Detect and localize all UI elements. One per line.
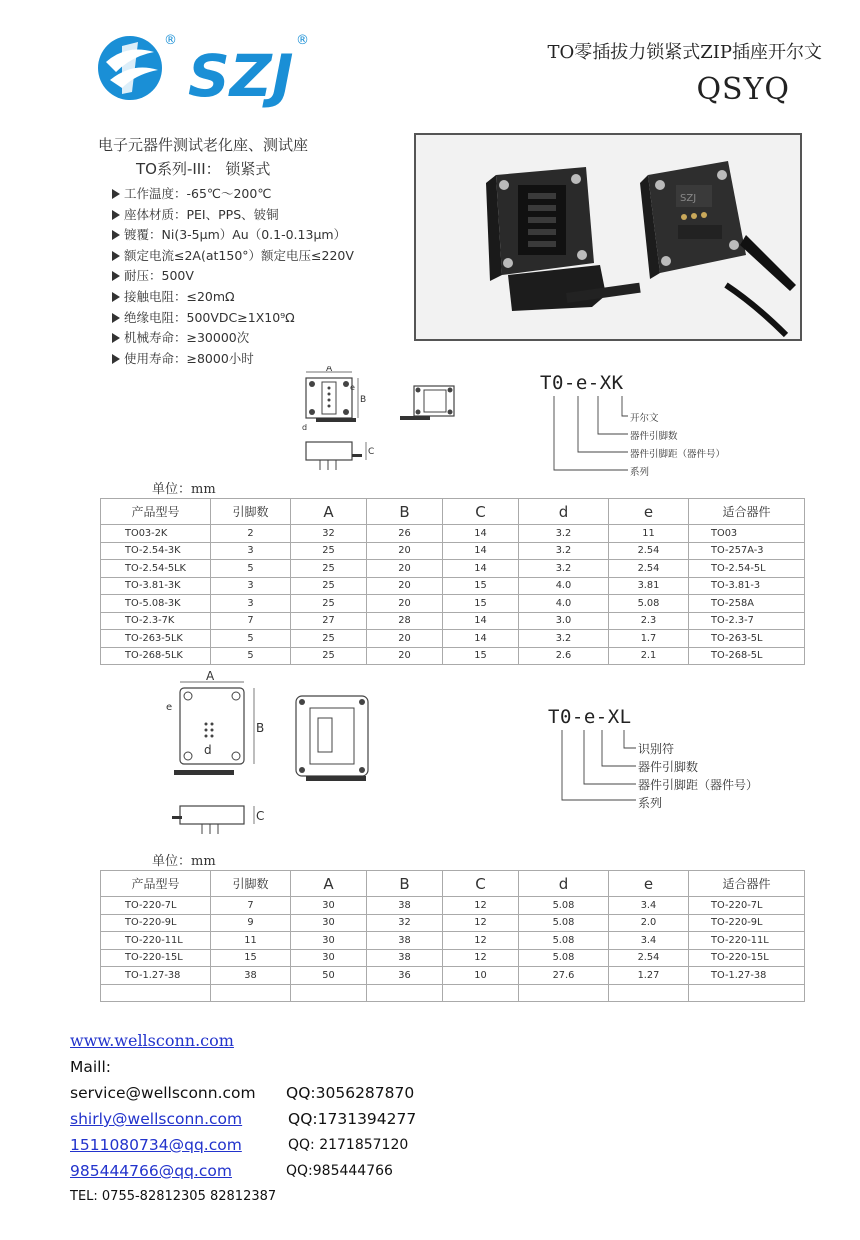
table-cell: 2 [211, 525, 291, 543]
bullet-triangle-icon [112, 354, 120, 364]
table-cell: 3.0 [519, 612, 609, 630]
bullet-triangle-icon [112, 313, 120, 323]
code-label: 系列 [638, 796, 663, 810]
qq-number: QQ: 2171857120 [288, 1137, 409, 1153]
table-cell: 7 [211, 897, 291, 915]
spec-item: 座体材质：PEI、PPS、铍铜 [112, 205, 354, 226]
dimension-diagram-2 [160, 666, 390, 836]
table-cell: 3.4 [609, 897, 689, 915]
col-header: B [367, 871, 443, 897]
contact-row [70, 1080, 415, 1106]
email-link[interactable]: 985444766@qq.com [70, 1162, 232, 1180]
table-cell [609, 984, 689, 1002]
model-code-identifier: T0-e-XL [548, 706, 632, 728]
table-cell: 10 [443, 967, 519, 985]
table-cell: 14 [443, 542, 519, 560]
table-cell: 38 [367, 932, 443, 950]
col-header: 产品型号 [101, 499, 211, 525]
table-cell [101, 984, 211, 1002]
table-cell: 12 [443, 897, 519, 915]
table-cell: 32 [367, 914, 443, 932]
table-cell: 5.08 [519, 949, 609, 967]
contact-block [70, 1028, 417, 1210]
intro-title: 电子元器件测试老化座、测试座 [98, 136, 309, 154]
table-cell: 12 [443, 932, 519, 950]
intro-subtitle: TO系列-III： 锁紧式 [136, 160, 271, 178]
table-cell [291, 984, 367, 1002]
col-header: 产品型号 [101, 871, 211, 897]
spec-item: 机械寿命：≥30000次 [112, 328, 354, 349]
col-header: d [519, 499, 609, 525]
table-cell: 14 [443, 525, 519, 543]
table-cell: 30 [291, 897, 367, 915]
code-label: 器件引脚距（器件号） [630, 449, 726, 460]
mail-label: Maill: [70, 1058, 112, 1076]
table-cell: 15 [443, 577, 519, 595]
table-row [101, 560, 805, 578]
table-row [101, 932, 805, 950]
table-cell: 5 [211, 647, 291, 665]
table-cell: 15 [443, 595, 519, 613]
table-cell: 5.08 [609, 595, 689, 613]
table-cell: 28 [367, 612, 443, 630]
table-cell: 5 [211, 630, 291, 648]
document-title: TO零插拔力锁紧式ZIP插座开尔文 [547, 42, 822, 63]
table-cell: 11 [609, 525, 689, 543]
table-row [101, 525, 805, 543]
table-cell: 2.6 [519, 647, 609, 665]
bullet-triangle-icon [112, 210, 120, 220]
dim-b-label: B [360, 395, 367, 405]
table-cell: TO-1.27-38 [689, 967, 805, 985]
contact-row [70, 1106, 417, 1132]
col-header: C [443, 871, 519, 897]
table-cell: TO-3.81-3K [101, 577, 211, 595]
spec-item: 额定电流≤2A(at150°）额定电压≤220V [112, 246, 354, 267]
dim-c-label: C [368, 447, 375, 457]
table-cell: 12 [443, 949, 519, 967]
table-cell: 20 [367, 595, 443, 613]
col-header: e [609, 499, 689, 525]
table-cell: TO-2.3-7K [101, 612, 211, 630]
table-cell: 3.81 [609, 577, 689, 595]
table-cell: 3.2 [519, 560, 609, 578]
table-cell: TO03-2K [101, 525, 211, 543]
col-header: A [291, 499, 367, 525]
dim-d-label: d [204, 743, 212, 757]
table-cell: TO-258A [689, 595, 805, 613]
table-cell: 3 [211, 595, 291, 613]
table-cell: TO-3.81-3 [689, 577, 805, 595]
table-cell: 27 [291, 612, 367, 630]
website-row [70, 1028, 276, 1054]
table-cell: 25 [291, 560, 367, 578]
table-cell: 2.1 [609, 647, 689, 665]
table-header-row [101, 499, 805, 525]
table-cell: 9 [211, 914, 291, 932]
spec-list [112, 184, 354, 369]
dim-d-label: d [302, 423, 308, 432]
spec-table-1 [100, 498, 805, 665]
website-link[interactable]: www.wellsconn.com [70, 1031, 234, 1050]
table-cell: TO-263-5L [689, 630, 805, 648]
table-cell: 14 [443, 630, 519, 648]
table-row [101, 984, 805, 1002]
code-bracket-lines-2 [556, 730, 642, 804]
col-header: e [609, 871, 689, 897]
table-row [101, 647, 805, 665]
table-cell: TO-5.08-3K [101, 595, 211, 613]
model-code-kelvin: T0-e-XK [540, 372, 624, 394]
email-link[interactable]: shirly@wellsconn.com [70, 1110, 243, 1128]
col-header: 适合器件 [689, 499, 805, 525]
table-cell: 5.08 [519, 914, 609, 932]
table-row [101, 630, 805, 648]
table-cell: TO-220-7L [689, 897, 805, 915]
code-label: 识别符 [638, 742, 675, 756]
table-cell: 20 [367, 542, 443, 560]
bullet-triangle-icon [112, 333, 120, 343]
table-cell: TO-1.27-38 [101, 967, 211, 985]
table-cell: 2.54 [609, 949, 689, 967]
table-row [101, 914, 805, 932]
table-cell: 25 [291, 647, 367, 665]
table-cell [211, 984, 291, 1002]
table-cell: 27.6 [519, 967, 609, 985]
document-code: QSYQ [696, 72, 790, 107]
table-cell: 3 [211, 542, 291, 560]
table-cell [443, 984, 519, 1002]
registered-mark-1: ® [164, 33, 177, 48]
table-cell: 30 [291, 932, 367, 950]
table-row [101, 577, 805, 595]
code-bracket-lines-1 [548, 396, 628, 476]
table-cell: 30 [291, 949, 367, 967]
qq-number: QQ:985444766 [286, 1163, 393, 1179]
table-cell: 3.2 [519, 630, 609, 648]
spec-item: 使用寿命：≥8000小时 [112, 349, 354, 370]
table-cell: 4.0 [519, 577, 609, 595]
code-label: 器件引脚数 [638, 760, 699, 774]
table-cell: 1.27 [609, 967, 689, 985]
bullet-triangle-icon [112, 230, 120, 240]
table-cell: TO-220-15L [101, 949, 211, 967]
logo-wordmark: SZJ [188, 42, 294, 110]
table-cell: TO-263-5LK [101, 630, 211, 648]
table-row [101, 595, 805, 613]
company-logo [92, 22, 322, 112]
contact-row [70, 1132, 409, 1158]
table-cell: 26 [367, 525, 443, 543]
email-text: service@wellsconn.com [70, 1084, 256, 1102]
table-cell: TO-257A-3 [689, 542, 805, 560]
bullet-triangle-icon [112, 292, 120, 302]
socket-mark-text: SZJ [680, 193, 697, 204]
spec-item: 工作温度：-65℃～200℃ [112, 184, 354, 205]
table-cell: 38 [211, 967, 291, 985]
table-cell: 4.0 [519, 595, 609, 613]
table-cell [519, 984, 609, 1002]
table-cell: 14 [443, 560, 519, 578]
table-cell [367, 984, 443, 1002]
code-label: 器件引脚数 [630, 431, 678, 442]
table-cell: 12 [443, 914, 519, 932]
table-cell: 7 [211, 612, 291, 630]
qq-number: QQ:1731394277 [288, 1110, 417, 1128]
table-cell: 50 [291, 967, 367, 985]
table-cell: TO-220-11L [689, 932, 805, 950]
unit-label-1: 单位：mm [152, 482, 216, 497]
table-cell: 1.7 [609, 630, 689, 648]
code-label: 开尔文 [630, 413, 659, 424]
dim-e-label: e [350, 383, 355, 392]
unit-label-2: 单位：mm [152, 854, 216, 869]
table-cell: TO-2.54-3K [101, 542, 211, 560]
bullet-triangle-icon [112, 271, 120, 281]
spec-item: 接触电阻：≤20mΩ [112, 287, 354, 308]
table-cell: 25 [291, 542, 367, 560]
table-cell: TO-2.54-5LK [101, 560, 211, 578]
spec-item: 耐压：500V [112, 266, 354, 287]
table-cell: 15 [211, 949, 291, 967]
table-cell: 36 [367, 967, 443, 985]
table-cell: 20 [367, 577, 443, 595]
table-cell: 38 [367, 949, 443, 967]
table-cell: 32 [291, 525, 367, 543]
telephone: TEL: 0755-82812305 82812387 [70, 1189, 277, 1204]
dim-e-label: e [166, 702, 173, 713]
table-row [101, 897, 805, 915]
table-cell: TO03 [689, 525, 805, 543]
contact-row [70, 1158, 393, 1184]
table-cell: 38 [367, 897, 443, 915]
table-cell: 2.54 [609, 542, 689, 560]
table-cell: 3.4 [609, 932, 689, 950]
table-cell: 30 [291, 914, 367, 932]
table-row [101, 949, 805, 967]
col-header: 引脚数 [211, 871, 291, 897]
col-header: C [443, 499, 519, 525]
table-cell: 14 [443, 612, 519, 630]
code-label: 器件引脚距（器件号） [638, 778, 759, 792]
table-cell: TO-220-15L [689, 949, 805, 967]
col-header: 适合器件 [689, 871, 805, 897]
registered-mark-2: ® [296, 33, 309, 48]
table-row [101, 542, 805, 560]
table-cell: TO-220-7L [101, 897, 211, 915]
bullet-triangle-icon [112, 251, 120, 261]
table-cell: 2.54 [609, 560, 689, 578]
table-row [101, 612, 805, 630]
table-cell: 25 [291, 577, 367, 595]
table-row [101, 967, 805, 985]
dim-a-label: A [206, 669, 215, 683]
col-header: d [519, 871, 609, 897]
table-cell: TO-220-9L [101, 914, 211, 932]
table-cell: TO-2.3-7 [689, 612, 805, 630]
table-cell: 20 [367, 647, 443, 665]
product-photo [414, 133, 802, 341]
spec-table-2 [100, 870, 805, 1002]
table-cell: 20 [367, 560, 443, 578]
table-cell: TO-220-9L [689, 914, 805, 932]
table-cell: 11 [211, 932, 291, 950]
col-header: 引脚数 [211, 499, 291, 525]
table-cell: 15 [443, 647, 519, 665]
table-cell: 25 [291, 630, 367, 648]
dim-a-label: A [326, 366, 333, 374]
table-cell: TO-268-5LK [101, 647, 211, 665]
table-cell: TO-268-5L [689, 647, 805, 665]
qq-number: QQ:3056287870 [286, 1084, 415, 1102]
code-label: 系列 [630, 467, 650, 478]
bullet-triangle-icon [112, 189, 120, 199]
col-header: B [367, 499, 443, 525]
table-cell: 20 [367, 630, 443, 648]
spec-item: 镀覆：Ni(3-5μm）Au（0.1-0.13μm） [112, 225, 354, 246]
table-cell: 5.08 [519, 897, 609, 915]
table-cell: 3.2 [519, 525, 609, 543]
table-cell: 5 [211, 560, 291, 578]
table-cell: 3.2 [519, 542, 609, 560]
table-cell: TO-2.54-5L [689, 560, 805, 578]
table-cell: 25 [291, 595, 367, 613]
table-cell: 3 [211, 577, 291, 595]
table-cell: 2.0 [609, 914, 689, 932]
table-cell [689, 984, 805, 1002]
email-link[interactable]: 1511080734@qq.com [70, 1136, 242, 1154]
dimension-diagram-1 [300, 366, 480, 478]
table-cell: 2.3 [609, 612, 689, 630]
dim-b-label: B [256, 721, 265, 735]
table-cell: TO-220-11L [101, 932, 211, 950]
table-header-row [101, 871, 805, 897]
dim-c-label: C [256, 809, 265, 823]
spec-item: 绝缘电阻：500VDC≥1X10⁹Ω [112, 308, 354, 329]
table-cell: 5.08 [519, 932, 609, 950]
col-header: A [291, 871, 367, 897]
